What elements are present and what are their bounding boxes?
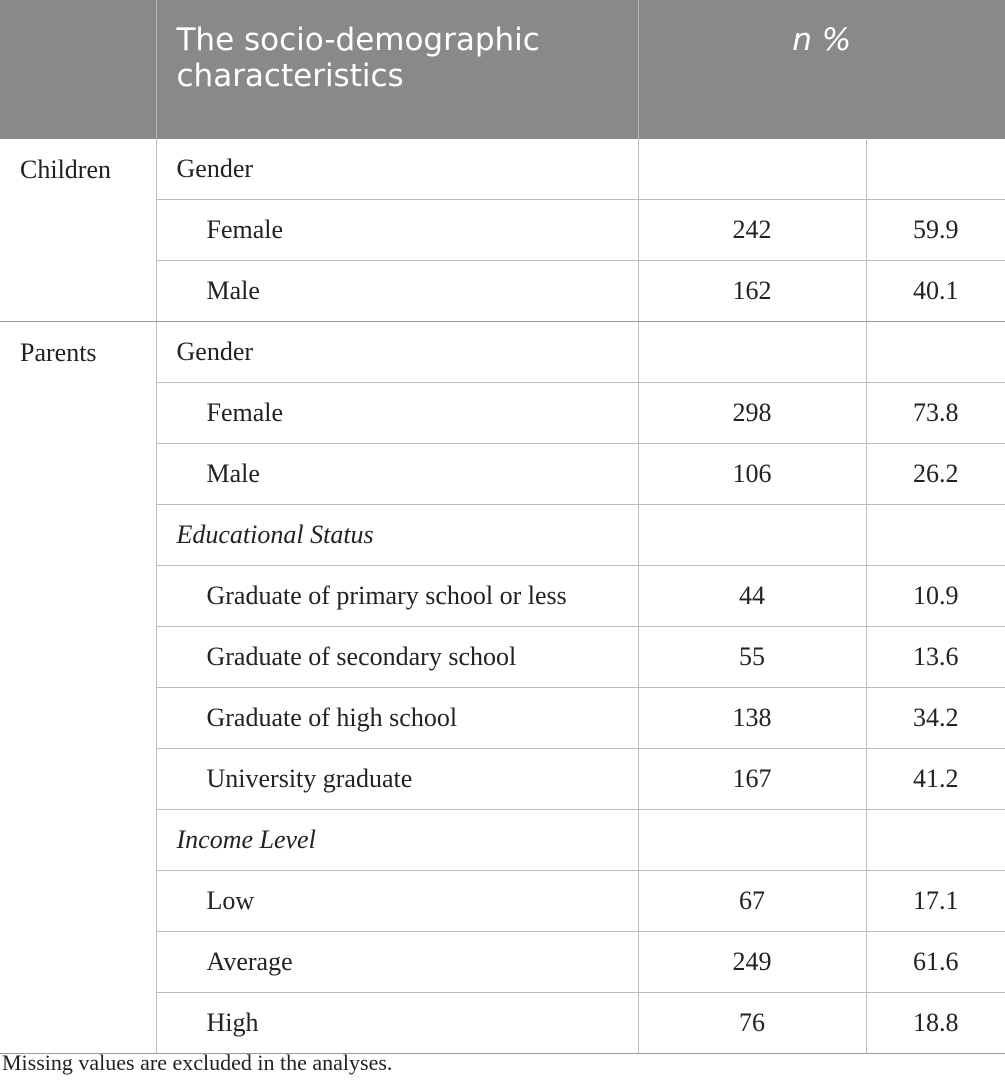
row-category: Gender <box>156 139 638 200</box>
row-percent: 26.2 <box>866 444 1005 505</box>
row-n: 298 <box>638 383 866 444</box>
row-percent: 73.8 <box>866 383 1005 444</box>
row-percent <box>866 139 1005 200</box>
row-n <box>638 505 866 566</box>
row-label: Graduate of primary school or less <box>156 566 638 627</box>
table-body <box>0 139 1005 1054</box>
row-category: Gender <box>156 322 638 383</box>
table-footnote: Missing values are excluded in the analyses. <box>2 1050 393 1075</box>
row-n: 138 <box>638 688 866 749</box>
row-n: 55 <box>638 627 866 688</box>
header-n-percent: n % <box>638 0 1005 139</box>
row-n: 249 <box>638 932 866 993</box>
row-percent: 41.2 <box>866 749 1005 810</box>
row-percent: 10.9 <box>866 566 1005 627</box>
row-percent: 40.1 <box>866 261 1005 322</box>
row-n <box>638 322 866 383</box>
row-n: 167 <box>638 749 866 810</box>
row-n: 76 <box>638 993 866 1054</box>
group-label-children: Children <box>0 139 156 322</box>
table-row <box>0 139 1005 200</box>
row-n: 67 <box>638 871 866 932</box>
row-percent: 34.2 <box>866 688 1005 749</box>
row-percent: 59.9 <box>866 200 1005 261</box>
row-n: 106 <box>638 444 866 505</box>
row-label: Average <box>156 932 638 993</box>
header-characteristics: The socio-demographic characteristics <box>156 0 638 139</box>
row-label: Graduate of high school <box>156 688 638 749</box>
row-percent: 18.8 <box>866 993 1005 1054</box>
row-percent: 13.6 <box>866 627 1005 688</box>
header-row <box>0 0 1005 139</box>
row-label: High <box>156 993 638 1054</box>
row-n: 44 <box>638 566 866 627</box>
row-percent <box>866 810 1005 871</box>
table-header <box>0 0 1005 139</box>
row-category: Income Level <box>156 810 638 871</box>
row-label: University graduate <box>156 749 638 810</box>
row-n <box>638 810 866 871</box>
row-label: Female <box>156 383 638 444</box>
row-label: Male <box>156 261 638 322</box>
row-n: 162 <box>638 261 866 322</box>
table-row <box>0 322 1005 383</box>
row-label: Female <box>156 200 638 261</box>
row-category: Educational Status <box>156 505 638 566</box>
row-n: 242 <box>638 200 866 261</box>
row-label: Male <box>156 444 638 505</box>
row-label: Low <box>156 871 638 932</box>
row-label: Graduate of secondary school <box>156 627 638 688</box>
header-blank-cell <box>0 0 156 139</box>
row-percent: 61.6 <box>866 932 1005 993</box>
row-percent <box>866 505 1005 566</box>
row-percent <box>866 322 1005 383</box>
row-n <box>638 139 866 200</box>
row-percent: 17.1 <box>866 871 1005 932</box>
group-label-parents: Parents <box>0 322 156 1054</box>
